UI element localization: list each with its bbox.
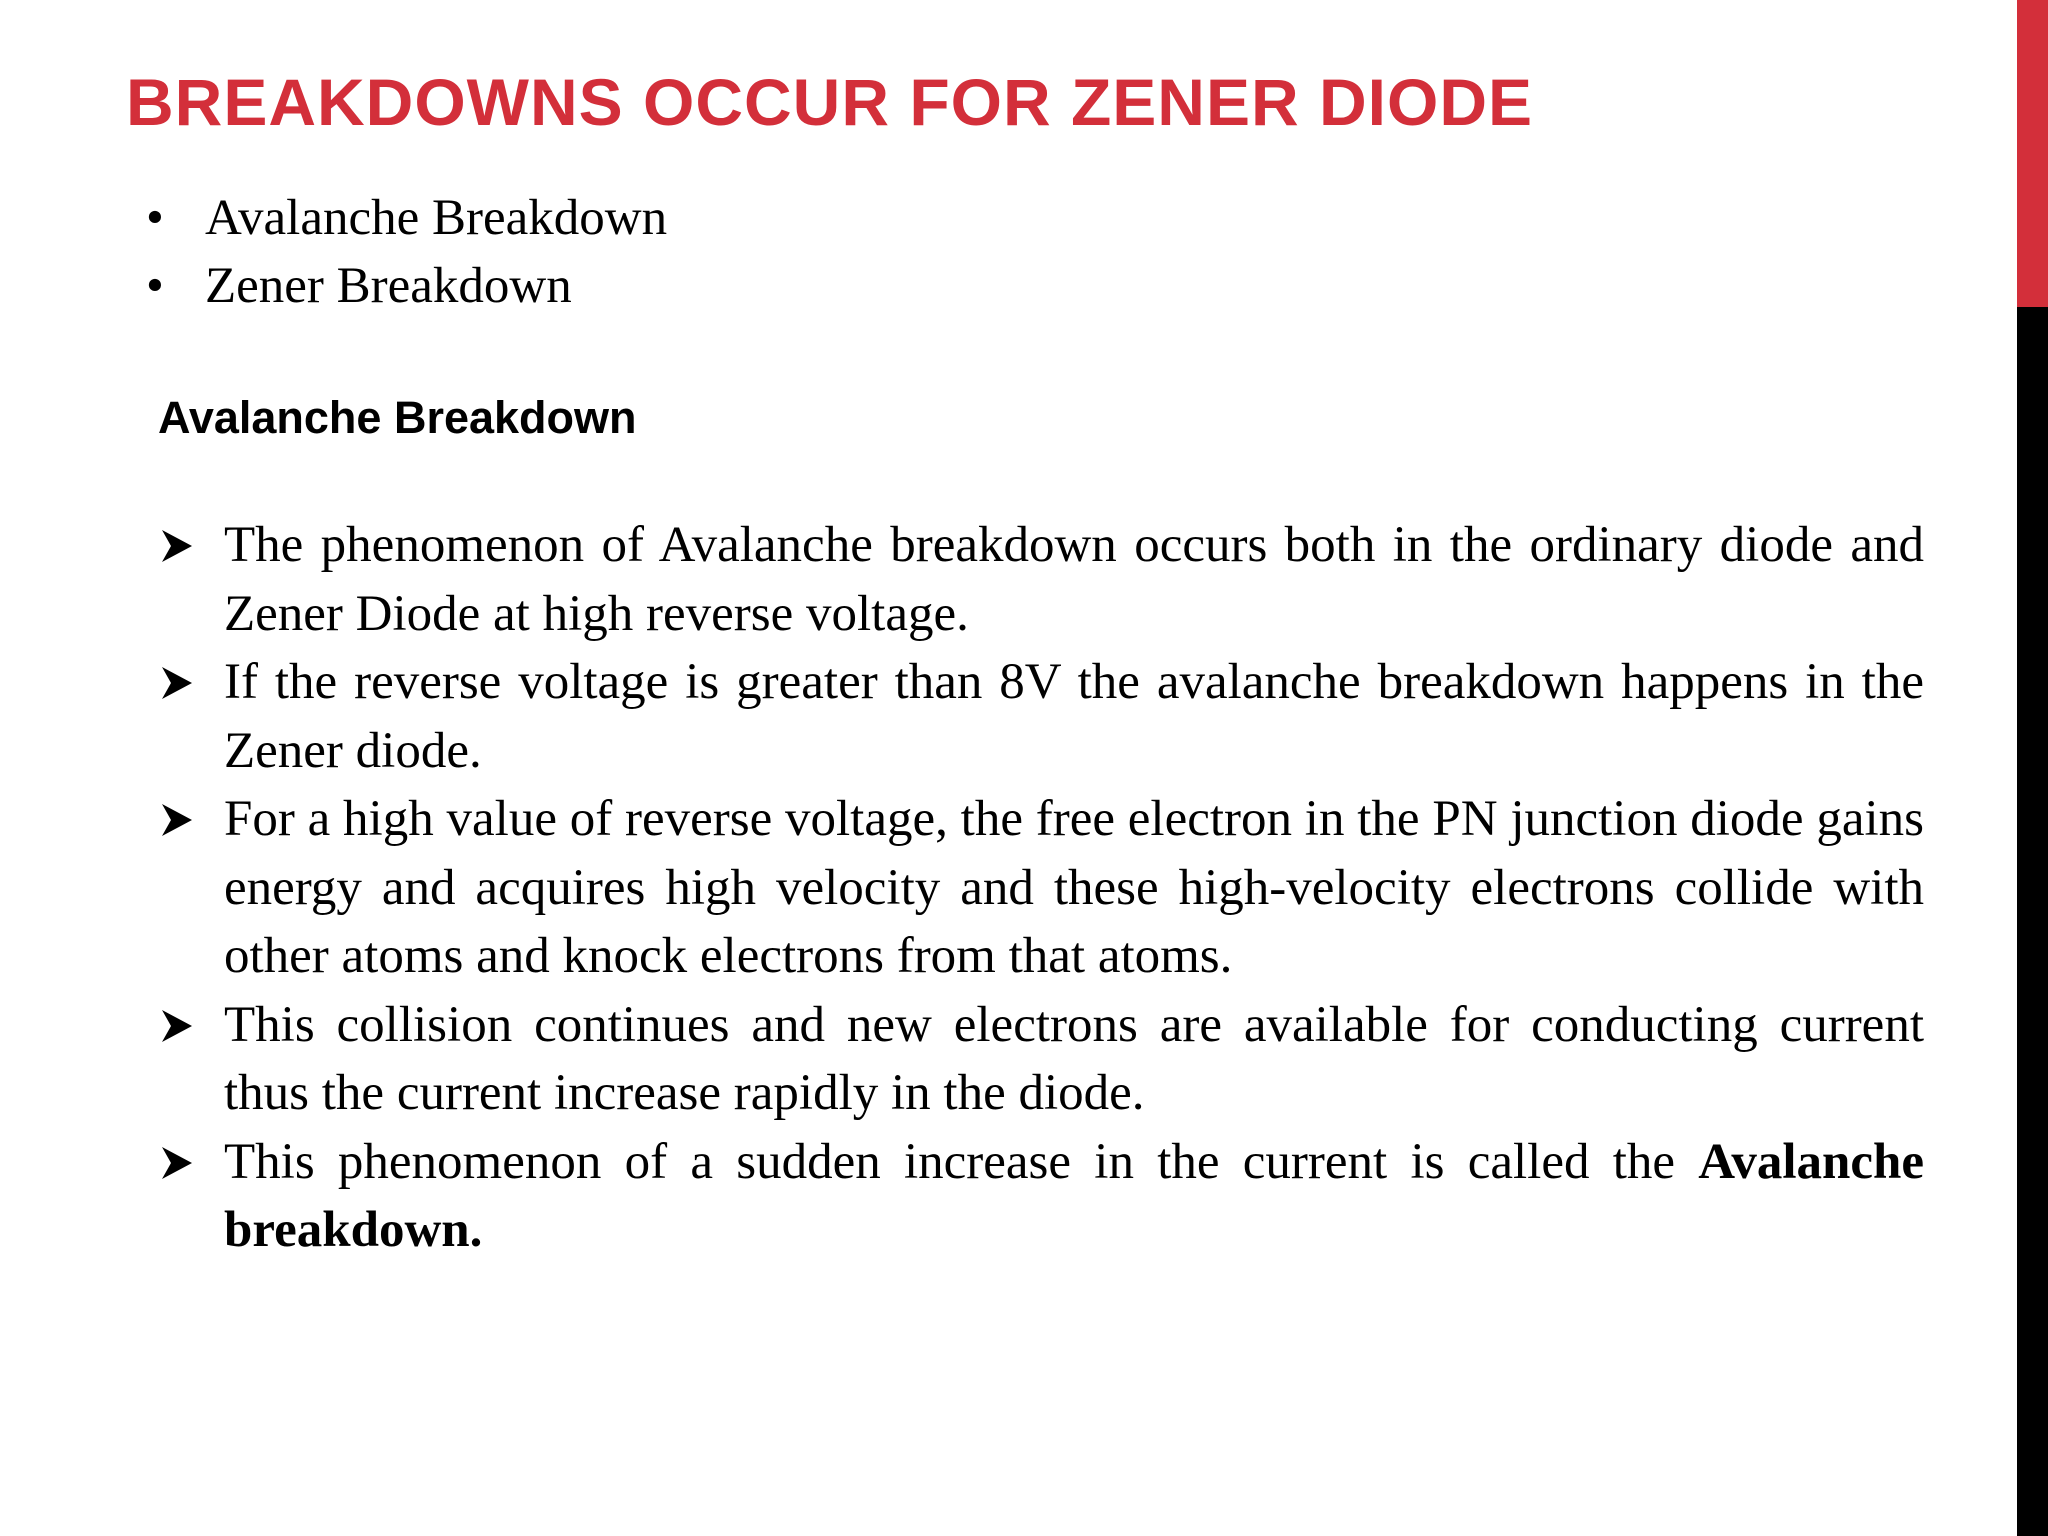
bullet-list xyxy=(140,184,667,320)
side-accent-bar-red xyxy=(2017,0,2048,307)
section-heading: Avalanche Breakdown xyxy=(158,392,637,443)
point-text: This collision continues and new electrons are available for conducting current thus the current increase rapidly in the diode. xyxy=(224,996,1924,1121)
point-item xyxy=(160,511,1924,648)
point-item xyxy=(160,991,1924,1128)
point-item xyxy=(160,648,1924,785)
point-text: If the reverse voltage is greater than 8V the avalanche breakdown happens in the Zener diode. xyxy=(224,654,1924,779)
point-list xyxy=(160,511,1924,1265)
list-item-label: Zener Breakdown xyxy=(205,258,572,314)
list-item xyxy=(140,252,667,320)
point-text: This phenomenon of a sudden increase in the current is called the xyxy=(224,1133,1676,1190)
point-text: The phenomenon of Avalanche breakdown occurs both in the ordinary diode and Zener Diode at high reverse voltage. xyxy=(224,517,1924,642)
point-text: For a high value of reverse voltage, the free electron in the PN junction diode gains energy and acquires high velocity and these high-velocity electrons collide with other atoms and knock electrons from that atoms. xyxy=(224,791,1924,984)
side-accent-bar-black xyxy=(2017,307,2048,1536)
arrowhead-bullet-icon xyxy=(160,1008,194,1044)
point-item xyxy=(160,1128,1924,1265)
arrowhead-bullet-icon xyxy=(160,1145,194,1181)
arrowhead-bullet-icon xyxy=(160,528,194,564)
list-item xyxy=(140,184,667,252)
arrowhead-bullet-icon xyxy=(160,802,194,838)
slide-title: BREAKDOWNS OCCUR FOR ZENER DIODE xyxy=(126,65,1534,139)
point-item xyxy=(160,785,1924,991)
list-item-label: Avalanche Breakdown xyxy=(205,190,668,246)
bullet-dot-icon: • xyxy=(146,190,164,246)
bullet-dot-icon: • xyxy=(146,258,164,314)
arrowhead-bullet-icon xyxy=(160,665,194,701)
point-emphasis: Avalanche breakdown. xyxy=(224,1133,1925,1258)
